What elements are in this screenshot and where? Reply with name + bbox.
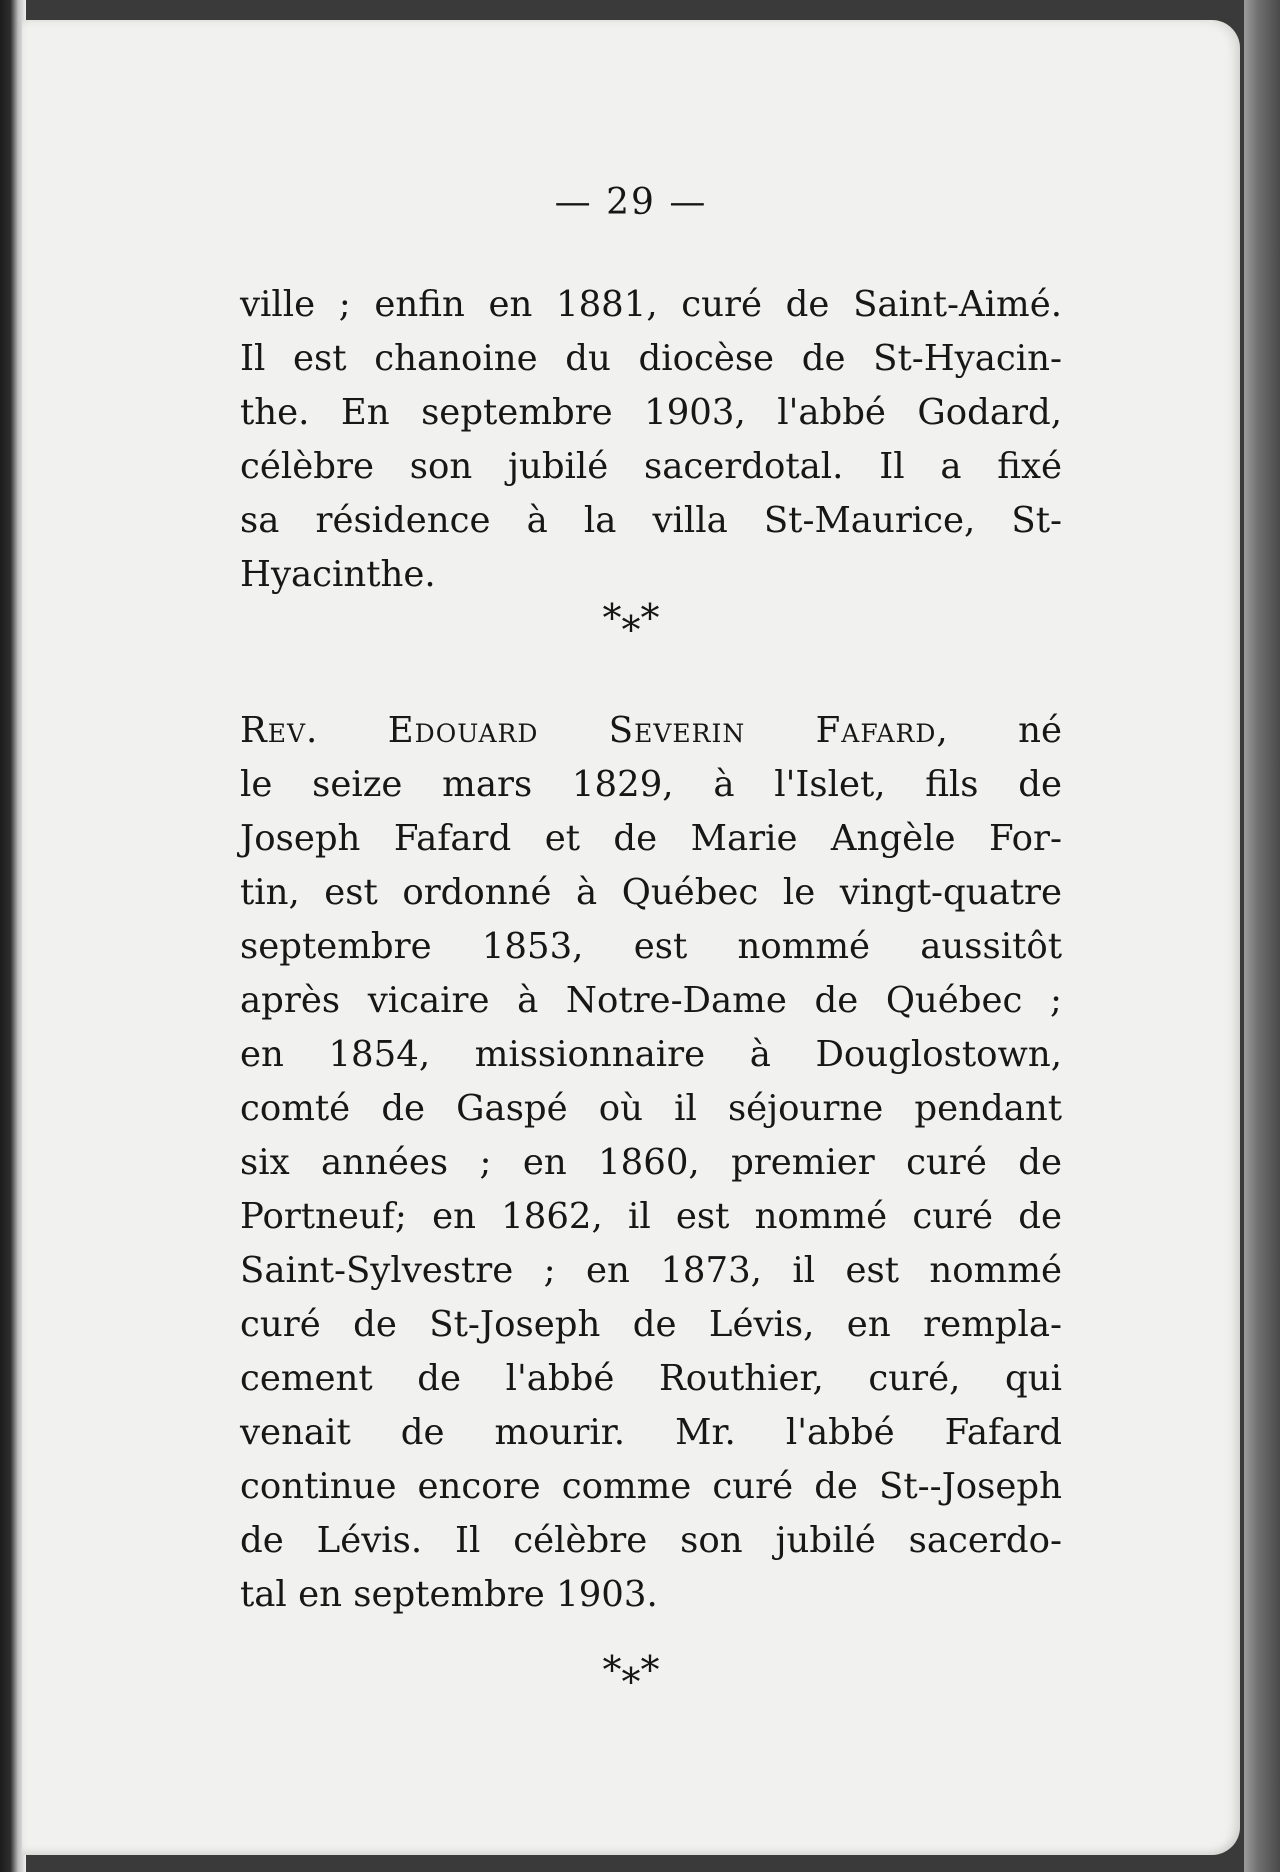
text-line: cement de l'abbé Routhier, curé, qui xyxy=(240,1358,1062,1399)
text-line: continue encore comme curé de St--Joseph xyxy=(240,1466,1062,1507)
text-line: le seize mars 1829, à l'Islet, fils de xyxy=(240,764,1062,805)
asterisk-middle: * xyxy=(621,1660,641,1704)
text-line: après vicaire à Notre-Dame de Québec ; xyxy=(240,980,1062,1021)
text-line: Saint-Sylvestre ; en 1873, il est nommé xyxy=(240,1250,1062,1291)
asterism-separator xyxy=(22,1648,1240,1704)
book-page xyxy=(22,20,1240,1855)
text-line: ville ; enfin en 1881, curé de Saint-Aimé. xyxy=(240,284,1062,325)
asterisk-right: * xyxy=(640,1648,660,1692)
text-line: septembre 1853, est nommé aussitôt xyxy=(240,926,1062,967)
text-line: en 1854, missionnaire à Douglostown, xyxy=(240,1034,1062,1075)
asterisk-left: * xyxy=(602,596,622,640)
entry-title: Rev. xyxy=(240,710,319,751)
page-number: — 29 — xyxy=(554,182,708,223)
text-line: Il est chanoine du diocèse de St-Hyacin- xyxy=(240,338,1062,379)
asterisk-right: * xyxy=(640,596,660,640)
text-line: curé de St-Joseph de Lévis, en rempla- xyxy=(240,1304,1062,1345)
entry-name: Edouard Severin Fafard, xyxy=(387,710,949,751)
text-line: comté de Gaspé où il séjourne pendant xyxy=(240,1088,1062,1129)
asterism-separator xyxy=(22,596,1240,652)
scan-edge-right xyxy=(1244,0,1280,1872)
text-line: Joseph Fafard et de Marie Angèle For- xyxy=(240,818,1062,859)
text-line: Portneuf; en 1862, il est nommé curé de xyxy=(240,1196,1062,1237)
text-line: Hyacinthe. xyxy=(240,554,436,595)
paragraph-fafard xyxy=(240,704,1062,1622)
text-line: tin, est ordonné à Québec le vingt-quatre xyxy=(240,872,1062,913)
paragraph-godard xyxy=(240,278,1062,602)
text-line: célèbre son jubilé sacerdotal. Il a fixé xyxy=(240,446,1062,487)
text-line: sa résidence à la villa St-Maurice, St- xyxy=(240,500,1062,541)
asterisk-middle: * xyxy=(621,608,641,652)
entry-heading-line xyxy=(240,704,1062,758)
entry-heading-rest: né xyxy=(1018,710,1062,751)
asterisk-left: * xyxy=(602,1648,622,1692)
text-line: six années ; en 1860, premier curé de xyxy=(240,1142,1062,1183)
text-line: the. En septembre 1903, l'abbé Godard, xyxy=(240,392,1062,433)
text-line: venait de mourir. Mr. l'abbé Fafard xyxy=(240,1412,1062,1453)
text-line: de Lévis. Il célèbre son jubilé sacerdo- xyxy=(240,1520,1062,1561)
text-line: tal en septembre 1903. xyxy=(240,1574,658,1615)
